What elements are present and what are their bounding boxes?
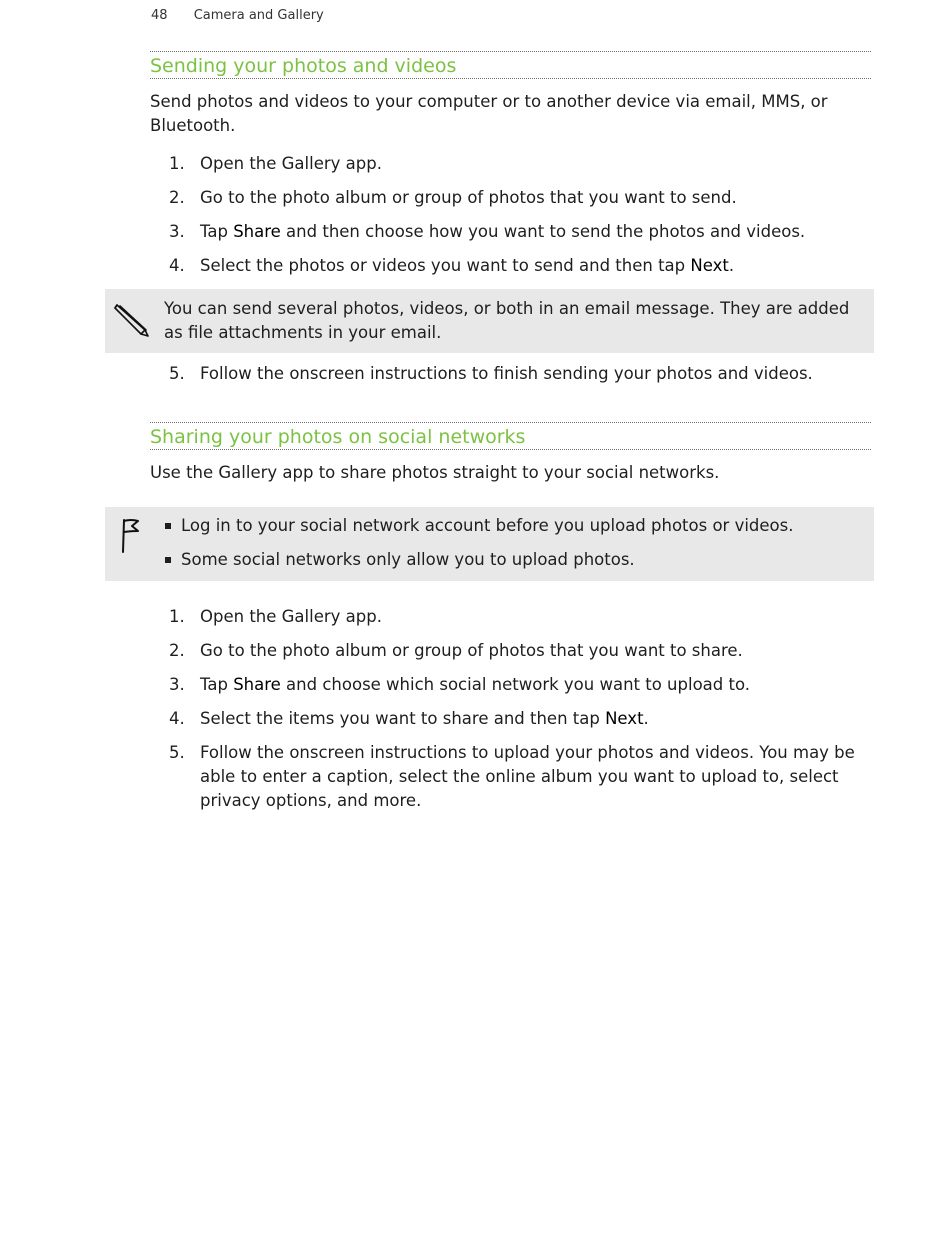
step-item: [150, 152, 872, 176]
page-number: 48: [151, 8, 168, 23]
step-text: Open the Gallery app.: [200, 607, 382, 626]
step-item: [150, 707, 872, 731]
chapter-title: Camera and Gallery: [193, 8, 324, 23]
tip-bullet: [165, 548, 865, 572]
section-intro-sharing: Use the Gallery app to share photos straight to your social networks.: [150, 463, 720, 482]
step-text: Go to the photo album or group of photos that you want to send.: [200, 188, 737, 207]
step-item: [150, 639, 872, 663]
ui-term-share: Share: [233, 675, 281, 694]
section-heading-sending: Sending your photos and videos: [150, 51, 871, 79]
ui-term-share: Share: [233, 222, 281, 241]
step-number: 3.: [169, 675, 185, 694]
section-intro-sending: Send photos and videos to your computer or to another device via email, MMS, or Bluetooth.: [150, 92, 828, 135]
step-text: Select the photos or videos you want to send and then tap Next.: [200, 256, 735, 275]
bullet-marker: [165, 523, 171, 529]
step-text: Follow the onscreen instructions to upload your photos and videos. You may be able to enter a caption, select the online album you want to upload to, select privacy options, and more.: [200, 743, 855, 810]
step-text: Tap Share and choose which social network you want to upload to.: [200, 675, 751, 694]
step-item: [150, 673, 872, 697]
step-number: 2.: [169, 188, 185, 207]
tip-bullet-text: Some social networks only allow you to upload photos.: [181, 550, 635, 569]
step-text: Tap Share and then choose how you want to send the photos and videos.: [200, 222, 806, 241]
step-item: [150, 220, 872, 244]
step-item: [150, 741, 872, 813]
tip-bullet-text: Log in to your social network account before you upload photos or videos.: [181, 516, 794, 535]
step-item: [150, 605, 872, 629]
tip-bullet: [165, 514, 865, 538]
step-number: 3.: [169, 222, 185, 241]
step-text: Go to the photo album or group of photos that you want to share.: [200, 641, 743, 660]
section-heading-sharing: Sharing your photos on social networks: [150, 422, 871, 450]
ui-term-next: Next: [605, 709, 644, 728]
step-text: Select the items you want to share and then tap Next.: [200, 709, 649, 728]
step-item: [150, 254, 872, 278]
step-number: 1.: [169, 607, 185, 626]
note-text: You can send several photos, videos, or both in an email message. They are added as file attachments in your email.: [164, 299, 850, 342]
bullet-marker: [165, 557, 171, 563]
step-item: [150, 362, 872, 386]
flag-icon: [119, 518, 143, 558]
step-number: 2.: [169, 641, 185, 660]
step-number: 4.: [169, 256, 185, 275]
note-box: [105, 289, 874, 353]
pencil-icon: [113, 299, 151, 341]
running-header: [151, 8, 324, 23]
ui-term-next: Next: [690, 256, 729, 275]
step-item: [150, 186, 872, 210]
step-number: 5.: [169, 743, 185, 762]
step-text: Open the Gallery app.: [200, 154, 382, 173]
step-number: 4.: [169, 709, 185, 728]
step-text: Follow the onscreen instructions to finish sending your photos and videos.: [200, 364, 813, 383]
step-number: 1.: [169, 154, 185, 173]
step-number: 5.: [169, 364, 185, 383]
